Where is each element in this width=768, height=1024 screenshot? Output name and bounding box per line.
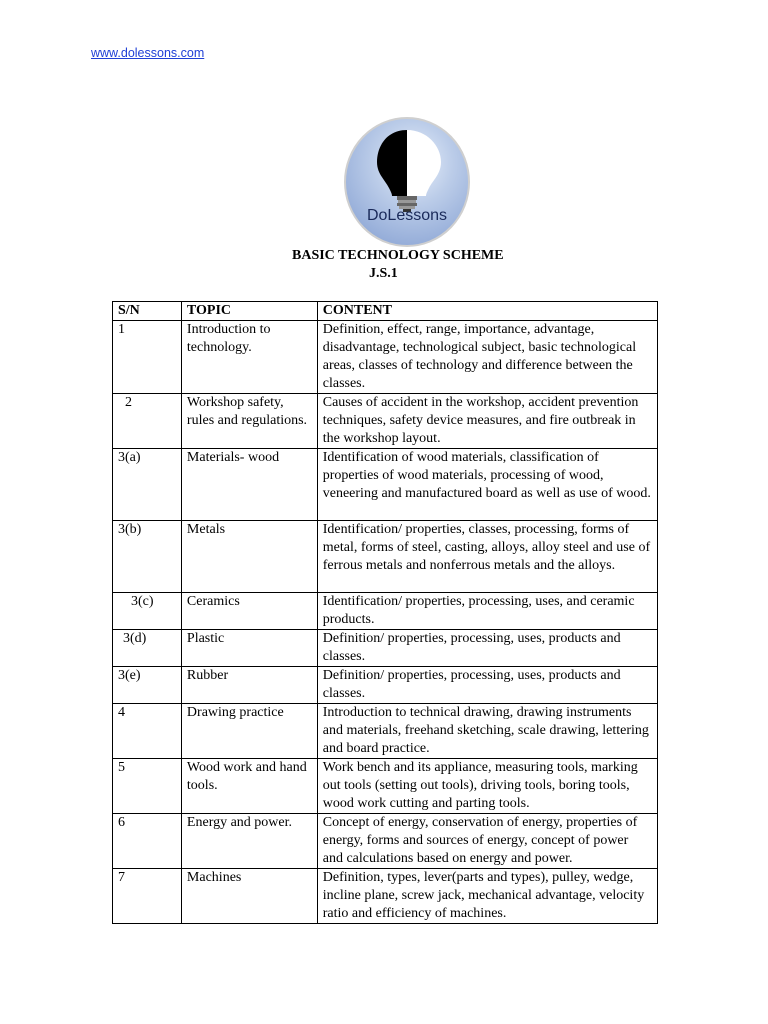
table-row bbox=[113, 667, 658, 704]
cell-content: Work bench and its appliance, measuring tools, marking out tools (setting out tools), driving tools, boring tools, wood work cutting and parting tools. bbox=[317, 759, 657, 814]
cell-topic: Workshop safety, rules and regulations. bbox=[181, 394, 317, 449]
cell-content: Causes of accident in the workshop, accident prevention techniques, safety device measures, and fire outbreak in the workshop layout. bbox=[317, 394, 657, 449]
table-row bbox=[113, 593, 658, 630]
table-row bbox=[113, 814, 658, 869]
cell-content: Identification/ properties, processing, uses, and ceramic products. bbox=[317, 593, 657, 630]
cell-content: Identification of wood materials, classification of properties of wood materials, processing of wood, veneering and manufactured board as well as use of wood. bbox=[317, 449, 657, 521]
table-row bbox=[113, 759, 658, 814]
table-row bbox=[113, 321, 658, 394]
cell-topic: Drawing practice bbox=[181, 704, 317, 759]
header-content: CONTENT bbox=[317, 302, 657, 321]
table-row bbox=[113, 630, 658, 667]
table-header-row bbox=[113, 302, 658, 321]
cell-topic: Metals bbox=[181, 521, 317, 593]
table-row bbox=[113, 869, 658, 924]
cell-content: Identification/ properties, classes, processing, forms of metal, forms of steel, casting, alloys, alloy steel and use of ferrous metals and nonferrous metals and the alloys. bbox=[317, 521, 657, 593]
cell-content: Definition/ properties, processing, uses, products and classes. bbox=[317, 667, 657, 704]
header-sn: S/N bbox=[113, 302, 182, 321]
cell-sn: 6 bbox=[113, 814, 182, 869]
cell-sn: 3(c) bbox=[113, 593, 182, 630]
dolessons-logo bbox=[343, 116, 471, 248]
cell-topic: Ceramics bbox=[181, 593, 317, 630]
cell-sn: 3(e) bbox=[113, 667, 182, 704]
cell-topic: Materials- wood bbox=[181, 449, 317, 521]
lightbulb-icon bbox=[343, 116, 471, 248]
cell-sn: 7 bbox=[113, 869, 182, 924]
site-link[interactable]: www.dolessons.com bbox=[91, 46, 205, 60]
cell-sn: 3(a) bbox=[113, 449, 182, 521]
cell-sn: 3(b) bbox=[113, 521, 182, 593]
cell-content: Definition, effect, range, importance, advantage, disadvantage, technological subject, basic technological areas, classes of technology and difference between the classes. bbox=[317, 321, 657, 394]
cell-sn: 2 bbox=[113, 394, 182, 449]
document-title: BASIC TECHNOLOGY SCHEME bbox=[292, 248, 504, 263]
scheme-table bbox=[112, 301, 658, 924]
cell-sn: 4 bbox=[113, 704, 182, 759]
cell-topic: Wood work and hand tools. bbox=[181, 759, 317, 814]
table-row bbox=[113, 704, 658, 759]
document-subtitle: J.S.1 bbox=[369, 266, 398, 281]
cell-topic: Energy and power. bbox=[181, 814, 317, 869]
table-row bbox=[113, 394, 658, 449]
cell-sn: 3(d) bbox=[113, 630, 182, 667]
cell-topic: Rubber bbox=[181, 667, 317, 704]
cell-content: Definition, types, lever(parts and types), pulley, wedge, incline plane, screw jack, mechanical advantage, velocity ratio and efficiency of machines. bbox=[317, 869, 657, 924]
table-row bbox=[113, 521, 658, 593]
cell-content: Definition/ properties, processing, uses, products and classes. bbox=[317, 630, 657, 667]
table-row bbox=[113, 449, 658, 521]
logo-text: DoLessons bbox=[366, 207, 448, 224]
header-topic: TOPIC bbox=[181, 302, 317, 321]
cell-content: Introduction to technical drawing, drawing instruments and materials, freehand sketching, scale drawing, lettering and board practice. bbox=[317, 704, 657, 759]
cell-topic: Machines bbox=[181, 869, 317, 924]
cell-sn: 5 bbox=[113, 759, 182, 814]
cell-topic: Introduction to technology. bbox=[181, 321, 317, 394]
cell-sn: 1 bbox=[113, 321, 182, 394]
cell-content: Concept of energy, conservation of energy, properties of energy, forms and sources of energy, concept of power and calculations based on energy and power. bbox=[317, 814, 657, 869]
cell-topic: Plastic bbox=[181, 630, 317, 667]
